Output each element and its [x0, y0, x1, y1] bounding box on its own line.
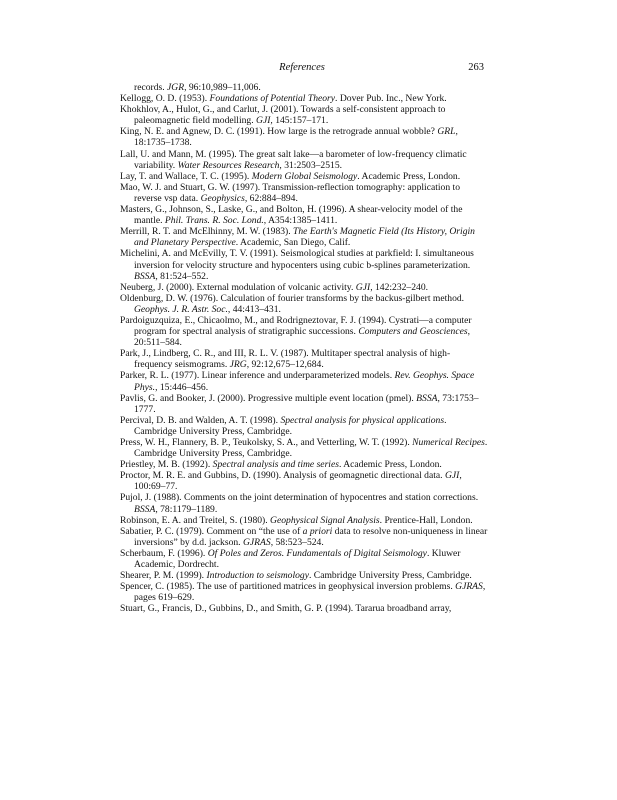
reference-italic-text: JRG	[229, 359, 247, 371]
reference-text: Proctor, M. R. E. and Gubbins, D. (1990). Analysis of geomagnetic directional data.	[120, 470, 445, 482]
reference-italic-text: The Earth's Magnetic Field (Its History, Origin and Planetary Perspective	[134, 226, 475, 249]
reference-entry	[120, 226, 488, 248]
reference-italic-text: Computers and Geosciences	[358, 326, 468, 338]
reference-text: Pardoiguzquiza, E., Chicaolmo, M., and Rodrigneztovar, F. J. (1994). Cystrati—a computer program for spectral analysis of stratigraphic successions.	[120, 314, 472, 338]
reference-text: Priestley, M. B. (1992).	[120, 459, 213, 471]
reference-text: Lall, U. and Mann, M. (1995). The great salt lake—a barometer of low-frequency climatic variability.	[120, 148, 467, 171]
reference-text: Park, J., Lindberg, C. R., and III, R. L. V. (1987). Multitaper spectral analysis of high-frequency seismograms.	[120, 348, 451, 371]
reference-text: Mao, W. J. and Stuart, G. W. (1997). Transmission-reflection tomography: application to reverse vsp data.	[120, 181, 461, 204]
reference-entry	[120, 437, 488, 459]
reference-text: Spencer, C. (1985). The use of partitioned matrices in geophysical inversion problems.	[120, 581, 456, 593]
reference-entry	[120, 370, 488, 392]
reference-italic-text: GJRAS	[455, 581, 483, 593]
reference-text: , 20:511–584.	[134, 326, 470, 349]
reference-italic-text: GJI	[444, 470, 460, 482]
reference-text: , 62:884–894.	[244, 192, 298, 204]
reference-text: 145:157–171.	[272, 115, 329, 127]
reference-text: , 142:232–240.	[370, 281, 429, 293]
reference-text: . Academic Press, London.	[357, 170, 461, 182]
page-number: 263	[468, 62, 484, 73]
reference-text: , 92:12,675–12,684.	[246, 359, 324, 371]
reference-entry	[120, 548, 488, 570]
reference-italic-text: Rev. Geophys. Space Phys.	[134, 370, 475, 393]
reference-text: Scherbaum, F. (1996).	[120, 547, 208, 559]
reference-list	[120, 82, 488, 615]
reference-entry	[120, 603, 488, 614]
reference-text: Percival, D. B. and Walden, A. T. (1998).	[120, 414, 281, 426]
reference-text: , 31:2503–2515.	[279, 159, 343, 171]
reference-text: , A354:1385–1411.	[263, 215, 338, 227]
reference-entry	[120, 492, 488, 514]
reference-text: Masters, G., Johnson, S., Laske, G., and Bolton, H. (1996). A shear-velocity model of the mantle.	[120, 204, 463, 227]
reference-text: Michelini, A. and McEvilly, T. V. (1991). Seismological studies at parkfield: I. simultaneous inversion for velocity structure and hypocenters using cubic b-splines parameterization.	[120, 248, 474, 271]
reference-text: Press, W. H., Flannery, B. P., Teukolsky, S. A., and Vetterling, W. T. (1992).	[120, 437, 413, 448]
reference-entry	[120, 149, 488, 171]
reference-italic-text: GRL	[437, 126, 456, 138]
reference-italic-text: JGR	[167, 82, 185, 93]
reference-entry	[120, 459, 488, 470]
reference-text: , 18:1735–1738.	[134, 126, 458, 149]
reference-text: , 73:1753–1777.	[134, 392, 479, 415]
reference-italic-text: a priori	[302, 525, 333, 537]
reference-text: Merrill, R. T. and McElhinny, M. W. (1983).	[120, 226, 294, 238]
reference-italic-text: Phil. Trans. R. Soc. Lond.	[164, 215, 264, 227]
reference-text: . Prentice-Hall, London.	[379, 514, 473, 526]
reference-text: , 78:1179–1189.	[155, 503, 218, 515]
reference-text: . Kluwer Academic, Dordrecht.	[134, 547, 461, 571]
reference-text: Oldenburg, D. W. (1976). Calculation of fourier transforms by the backus-gilbert method.	[120, 292, 465, 304]
reference-text: Shearer, P. M. (1999).	[120, 570, 207, 582]
reference-italic-text: Geophysics	[200, 192, 245, 204]
reference-text: , 81:524–552.	[155, 270, 209, 282]
reference-text: Robinson, E. A. and Treitel, S. (1980).	[120, 514, 271, 526]
reference-italic-text: Geophysical Signal Analysis	[270, 514, 380, 526]
reference-italic-text: Water Resources Research	[177, 159, 280, 171]
reference-entry	[120, 248, 488, 281]
reference-text: . Cambridge University Press, Cambridge.	[309, 570, 472, 582]
reference-text: , pages 619–629.	[134, 581, 486, 604]
reference-italic-text: Introduction to seismology	[206, 570, 309, 582]
reference-text: , 100:69–77.	[134, 470, 462, 493]
reference-italic-text: Modern Global Seismology	[251, 170, 358, 182]
running-head	[120, 62, 484, 76]
reference-text: . Academic Press, London.	[338, 459, 442, 471]
reference-text: Sabatier, P. C. (1979). Comment on “the use of	[120, 525, 303, 537]
reference-entry	[120, 515, 488, 526]
running-title: References	[279, 62, 325, 73]
reference-entry	[120, 204, 488, 226]
reference-italic-text: BSSA	[134, 270, 156, 282]
reference-text: Stuart, G., Francis, D., Gubbins, D., and Smith, G. P. (1994). Tararua broadband array,	[120, 603, 452, 615]
reference-entry	[120, 182, 488, 204]
reference-italic-text: GJI,	[256, 115, 273, 127]
reference-text: data to resolve non-uniqueness in linear inversions” by d.d. jackson.	[134, 525, 488, 548]
reference-entry	[120, 570, 488, 581]
reference-text: , 96:10,989–11,006.	[184, 82, 261, 93]
reference-italic-text: BSSA	[416, 392, 438, 404]
reference-text: . Dover Pub. Inc., New York.	[335, 93, 447, 105]
reference-italic-text: GJI	[355, 281, 371, 293]
reference-entry	[120, 82, 488, 93]
reference-entry	[120, 393, 488, 415]
reference-entry	[120, 581, 488, 603]
reference-text: Pavlis, G. and Booker, J. (2000). Progressive multiple event location (pmel).	[120, 392, 417, 404]
reference-entry	[120, 348, 488, 370]
reference-entry	[120, 415, 488, 437]
reference-italic-text: Geophys. J. R. Astr. Soc.	[134, 303, 228, 315]
reference-italic-text: Spectral analysis for physical applications	[280, 414, 445, 426]
reference-italic-text: Foundations of Potential Theory	[209, 93, 336, 105]
reference-entry	[120, 93, 488, 104]
reference-text: King, N. E. and Agnew, D. C. (1991). How large is the retrograde annual wobble?	[120, 126, 438, 138]
reference-entry	[120, 315, 488, 348]
reference-italic-text: BSSA	[134, 503, 156, 515]
reference-text: records.	[134, 82, 168, 93]
reference-italic-text: Spectral analysis and time series	[212, 459, 339, 471]
reference-text: Lay, T. and Wallace, T. C. (1995).	[120, 170, 252, 182]
reference-entry	[120, 171, 488, 182]
reference-italic-text: Of Poles and Zeros. Fundamentals of Digital Seismology	[207, 547, 427, 559]
reference-italic-text: GJRAS	[242, 536, 271, 548]
reference-entry	[120, 526, 488, 548]
reference-text: , 44:413–431.	[227, 303, 281, 315]
reference-entry	[120, 293, 488, 315]
reference-text: Kellogg, O. D. (1953).	[120, 93, 210, 105]
reference-text: . Academic, San Diego, Calif.	[235, 237, 351, 249]
reference-italic-text: Numerical Recipes	[412, 437, 485, 448]
reference-text: , 58:523–524.	[270, 536, 324, 548]
reference-text: Pujol, J. (1988). Comments on the joint determination of hypocentres and station corrections.	[120, 492, 479, 504]
reference-entry	[120, 282, 488, 293]
reference-text: . Cambridge University Press, Cambridge.	[134, 437, 488, 460]
reference-entry	[120, 104, 488, 126]
reference-text: Neuberg, J. (2000). External modulation of volcanic activity.	[120, 281, 356, 293]
reference-entry	[120, 126, 488, 148]
reference-entry	[120, 470, 488, 492]
reference-text: . Cambridge University Press, Cambridge.	[134, 414, 447, 437]
reference-text: , 15:446–456.	[155, 381, 209, 393]
reference-text: Parker, R. L. (1977). Linear inference and underparameterized models.	[120, 370, 395, 382]
reference-text: Khokhlov, A., Hulot, G., and Carlut, J. (2001). Towards a self-consistent approach to paleomagnetic field modelling.	[120, 104, 446, 127]
